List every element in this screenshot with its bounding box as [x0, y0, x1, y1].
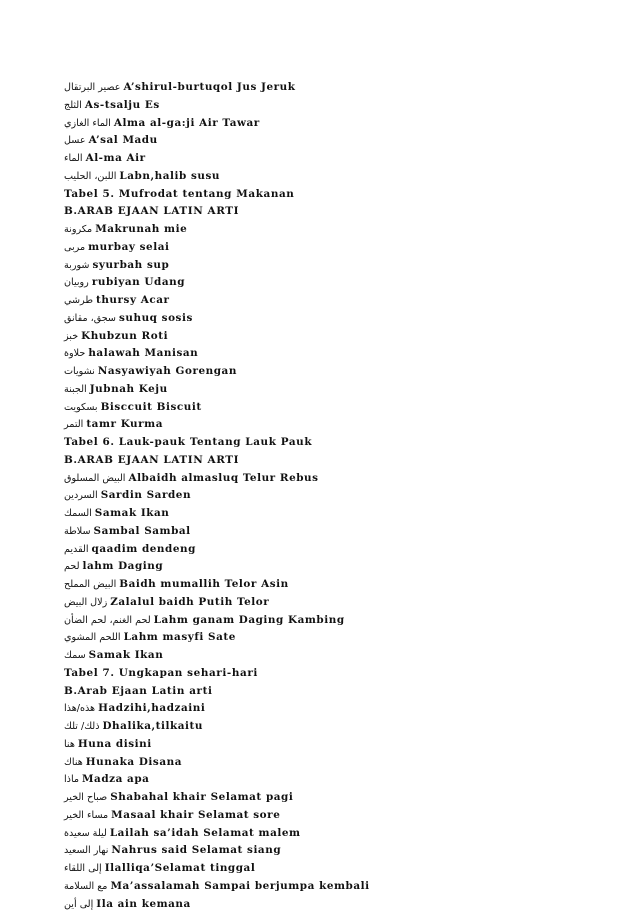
- vocab-line: [64, 647, 584, 665]
- arabic-term: ماذا: [64, 774, 79, 785]
- vocab-line: [64, 576, 584, 594]
- transliteration-and-meaning: Lailah sa’idah Selamat malem: [110, 827, 301, 839]
- arabic-term: البيض المملح: [64, 579, 116, 590]
- table-heading-line: [64, 203, 584, 221]
- transliteration-and-meaning: Samak Ikan: [89, 649, 164, 661]
- transliteration-and-meaning: Labn,halib susu: [119, 170, 220, 182]
- transliteration-and-meaning: Ma’assalamah Sampai berjumpa kembali: [110, 880, 369, 892]
- vocab-line: [64, 541, 584, 559]
- transliteration-and-meaning: Huna disini: [78, 738, 152, 750]
- arabic-term: الثلج: [64, 100, 82, 111]
- vocab-line: [64, 487, 584, 505]
- vocab-line: [64, 274, 584, 292]
- transliteration-and-meaning: thursy Acar: [96, 294, 170, 306]
- table-heading: B.ARAB EJAAN LATIN ARTI: [64, 205, 239, 217]
- arabic-term: مع السلامة: [64, 881, 107, 892]
- vocab-line: [64, 150, 584, 168]
- arabic-term: مساء الخير: [64, 810, 108, 821]
- transliteration-and-meaning: Makrunah mie: [95, 223, 187, 235]
- transliteration-and-meaning: lahm Daging: [83, 560, 164, 572]
- table-heading: Tabel 6. Lauk-pauk Tentang Lauk Pauk: [64, 436, 312, 448]
- vocab-line: [64, 310, 584, 328]
- transliteration-and-meaning: qaadim dendeng: [92, 543, 196, 555]
- vocab-line: [64, 239, 584, 257]
- vocab-line: [64, 807, 584, 825]
- transliteration-and-meaning: Lahm ganam Daging Kambing: [154, 614, 345, 626]
- table-heading-line: [64, 665, 584, 683]
- arabic-term: نشويات: [64, 366, 95, 377]
- table-heading: B.Arab Ejaan Latin arti: [64, 685, 213, 697]
- vocab-line: [64, 825, 584, 843]
- vocab-line: [64, 132, 584, 150]
- transliteration-and-meaning: Al-ma Air: [86, 152, 146, 164]
- table-heading-line: [64, 452, 584, 470]
- arabic-term: الجبنة: [64, 384, 87, 395]
- arabic-term: الماء: [64, 153, 83, 164]
- transliteration-and-meaning: Albaidh almasluq Telur Rebus: [128, 472, 318, 484]
- arabic-term: التمر: [64, 419, 83, 430]
- arabic-term: بسكويت: [64, 402, 98, 413]
- arabic-term: عسل: [64, 135, 86, 146]
- arabic-term: سمك: [64, 650, 86, 661]
- vocab-line: [64, 79, 584, 97]
- transliteration-and-meaning: Masaal khair Selamat sore: [111, 809, 280, 821]
- arabic-term: اللبن، الحليب: [64, 171, 116, 182]
- arabic-term: سلاطة: [64, 526, 91, 537]
- transliteration-and-meaning: A’shirul-burtuqol Jus Jeruk: [123, 81, 295, 93]
- transliteration-and-meaning: rubiyan Udang: [92, 276, 185, 288]
- arabic-term: هنا: [64, 739, 75, 750]
- vocab-line: [64, 328, 584, 346]
- arabic-term: صباح الخير: [64, 792, 107, 803]
- vocab-line: [64, 97, 584, 115]
- transliteration-and-meaning: Zalalul baidh Putih Telor: [110, 596, 269, 608]
- arabic-term: خبز: [64, 331, 78, 342]
- transliteration-and-meaning: Dhalika,tilkaitu: [103, 720, 203, 732]
- arabic-term: السمك: [64, 508, 92, 519]
- arabic-term: طرشي: [64, 295, 93, 306]
- vocab-line: [64, 381, 584, 399]
- document-body: [64, 79, 584, 913]
- transliteration-and-meaning: Shabahal khair Selamat pagi: [110, 791, 293, 803]
- transliteration-and-meaning: halawah Manisan: [88, 347, 198, 359]
- transliteration-and-meaning: Alma al-ga:ji Air Tawar: [114, 117, 260, 129]
- table-heading-line: [64, 186, 584, 204]
- arabic-term: اللحم المشوي: [64, 632, 121, 643]
- vocab-line: [64, 363, 584, 381]
- arabic-term: مربى: [64, 242, 85, 253]
- transliteration-and-meaning: murbay selai: [88, 241, 169, 253]
- transliteration-and-meaning: Baidh mumallih Telor Asin: [119, 578, 288, 590]
- transliteration-and-meaning: Nasyawiyah Gorengan: [98, 365, 237, 377]
- transliteration-and-meaning: Madza apa: [82, 773, 149, 785]
- vocab-line: [64, 789, 584, 807]
- arabic-term: ليلة سعيدة: [64, 828, 107, 839]
- vocab-line: [64, 115, 584, 133]
- table-heading: B.ARAB EJAAN LATIN ARTI: [64, 454, 239, 466]
- vocab-line: [64, 700, 584, 718]
- vocab-line: [64, 612, 584, 630]
- arabic-term: زلال البيض: [64, 597, 107, 608]
- transliteration-and-meaning: Sardin Sarden: [101, 489, 191, 501]
- arabic-term: إلى أين: [64, 899, 93, 910]
- transliteration-and-meaning: syurbah sup: [92, 259, 169, 271]
- vocab-line: [64, 771, 584, 789]
- arabic-term: نهار السعيد: [64, 845, 108, 856]
- vocab-line: [64, 718, 584, 736]
- arabic-term: ذلك/ تلك: [64, 721, 100, 732]
- vocab-line: [64, 221, 584, 239]
- arabic-term: عصير البرتقال: [64, 82, 120, 93]
- transliteration-and-meaning: As-tsalju Es: [85, 99, 160, 111]
- table-heading: Tabel 7. Ungkapan sehari-hari: [64, 667, 258, 679]
- transliteration-and-meaning: Hadzihi,hadzaini: [98, 702, 205, 714]
- arabic-term: السردين: [64, 490, 98, 501]
- vocab-line: [64, 416, 584, 434]
- transliteration-and-meaning: Jubnah Keju: [90, 383, 168, 395]
- vocab-line: [64, 505, 584, 523]
- arabic-term: هناك: [64, 757, 83, 768]
- vocab-line: [64, 399, 584, 417]
- vocab-line: [64, 292, 584, 310]
- vocab-line: [64, 594, 584, 612]
- vocab-line: [64, 896, 584, 913]
- arabic-term: هذه/هذا: [64, 703, 95, 714]
- arabic-term: حلاوة: [64, 348, 85, 359]
- vocab-line: [64, 736, 584, 754]
- arabic-term: لحم الغنم، لحم الضأن: [64, 615, 151, 626]
- table-heading-line: [64, 683, 584, 701]
- transliteration-and-meaning: Sambal Sambal: [94, 525, 191, 537]
- vocab-line: [64, 558, 584, 576]
- table-heading-line: [64, 434, 584, 452]
- arabic-term: شوربة: [64, 260, 89, 271]
- transliteration-and-meaning: A’sal Madu: [89, 134, 158, 146]
- arabic-term: إلى اللقاء: [64, 863, 102, 874]
- arabic-term: لحم: [64, 561, 80, 572]
- arabic-term: البيض المسلوق: [64, 473, 125, 484]
- vocab-line: [64, 168, 584, 186]
- vocab-line: [64, 257, 584, 275]
- transliteration-and-meaning: tamr Kurma: [86, 418, 163, 430]
- vocab-line: [64, 860, 584, 878]
- vocab-line: [64, 523, 584, 541]
- transliteration-and-meaning: Nahrus said Selamat siang: [111, 844, 281, 856]
- transliteration-and-meaning: Lahm masyfi Sate: [124, 631, 236, 643]
- vocab-line: [64, 470, 584, 488]
- vocab-line: [64, 345, 584, 363]
- transliteration-and-meaning: suhuq sosis: [119, 312, 193, 324]
- transliteration-and-meaning: Samak Ikan: [95, 507, 170, 519]
- vocab-line: [64, 629, 584, 647]
- arabic-term: سجق، مقانق: [64, 313, 116, 324]
- vocab-line: [64, 878, 584, 896]
- arabic-term: مكرونة: [64, 224, 92, 235]
- transliteration-and-meaning: Ila ain kemana: [96, 898, 191, 910]
- arabic-term: روبيان: [64, 277, 89, 288]
- transliteration-and-meaning: Hunaka Disana: [86, 756, 182, 768]
- transliteration-and-meaning: Ilalliqa’Selamat tinggal: [105, 862, 256, 874]
- arabic-term: الماء الغازي: [64, 118, 111, 129]
- transliteration-and-meaning: Khubzun Roti: [81, 330, 168, 342]
- vocab-line: [64, 754, 584, 772]
- table-heading: Tabel 5. Mufrodat tentang Makanan: [64, 188, 294, 200]
- vocab-line: [64, 842, 584, 860]
- transliteration-and-meaning: Bisccuit Biscuit: [101, 401, 202, 413]
- arabic-term: القديم: [64, 544, 89, 555]
